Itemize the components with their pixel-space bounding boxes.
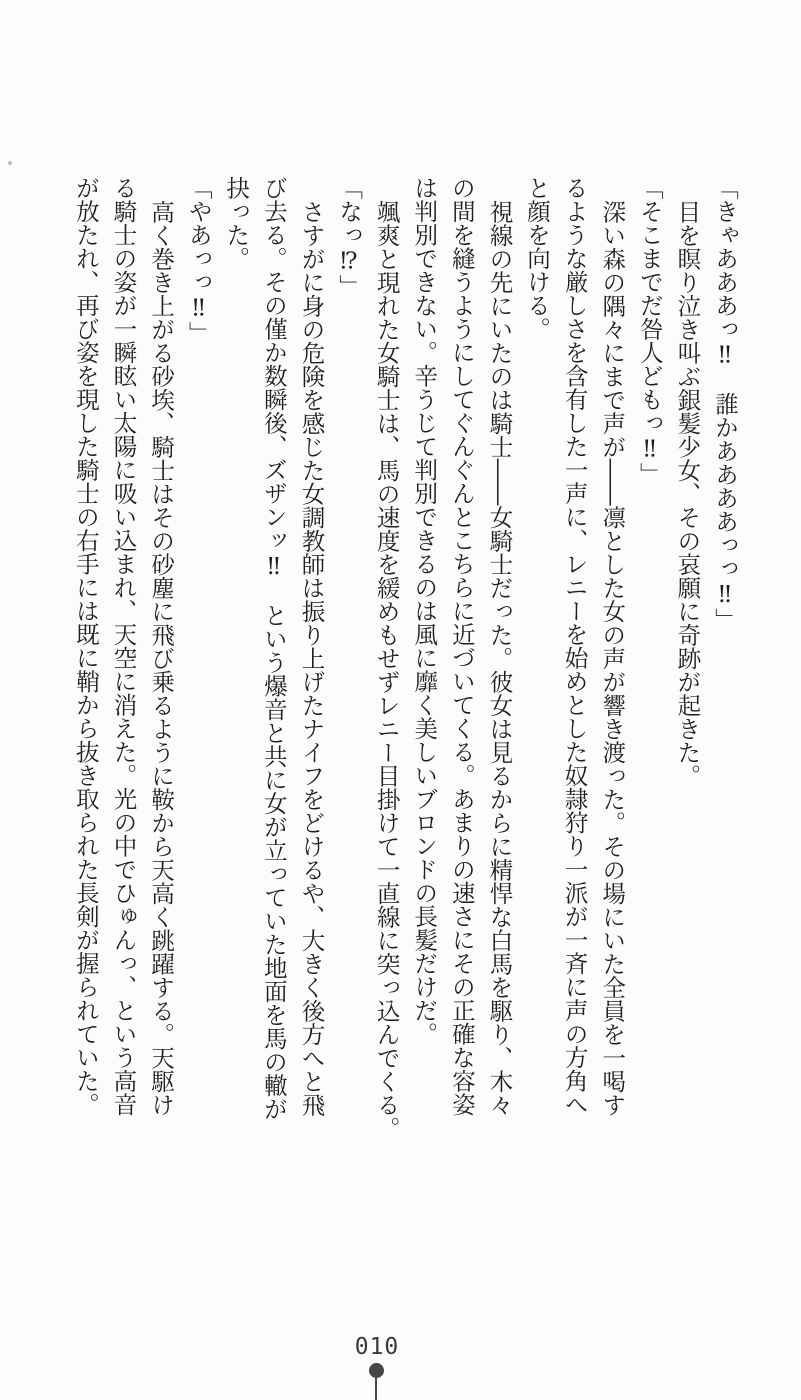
text-column: 目を瞑り泣き叫ぶ銀髪少女、その哀願に奇跡が起きた。 xyxy=(673,199,702,787)
paragraph-narrative xyxy=(367,176,405,1140)
text-column: と顔を向ける。 xyxy=(523,176,552,341)
text-column: さすがに身の危険を感じた女調教師は振り上げたナイフをどけるや、大きく後方へと飛 xyxy=(297,199,326,1116)
paragraph-narrative xyxy=(66,176,179,1117)
paragraph-narrative xyxy=(517,176,630,1117)
text-column: 「やあっっ‼」 xyxy=(184,176,213,345)
text-column: の間を縫うようにしてぐんぐんとこちらに近づいてくる。あまりの速さにその正確な容姿 xyxy=(447,176,476,1116)
text-column: 深い森の隅々にまで声が――凛とした女の声が響き渡った。その場にいた全員を一喝す xyxy=(598,199,627,1116)
page-number: 010 xyxy=(354,1334,400,1360)
text-column: 颯爽と現れた女騎士は、馬の速度を緩めもせずレニー目掛けて一直線に突っ込んでくる。 xyxy=(372,199,401,1140)
text-column: る騎士の姿が一瞬眩い太陽に吸い込まれ、天空に消えた。光の中でひゅんっ、という高音 xyxy=(109,176,138,1116)
text-column: 「きゃあああっ‼ 誰かああああっっ‼」 xyxy=(711,176,739,632)
paragraph-dialogue xyxy=(705,176,743,1117)
text-column: び去る。その僅か数瞬後、ズザンッ‼ という爆音と共に女が立っていた地面を馬の轍が xyxy=(259,176,288,1121)
body-text xyxy=(65,176,743,1140)
text-column: は判別できない。辛うじて判別できるのは風に靡く美しいブロンドの長髪だけだ。 xyxy=(410,176,439,1046)
text-column: 抉った。 xyxy=(222,176,251,270)
text-column: 「なっ⁉」 xyxy=(335,176,364,298)
paragraph-dialogue xyxy=(179,176,217,1117)
paragraph-dialogue xyxy=(630,176,668,1117)
text-column: るような厳しさを含有した一声に、レニーを始めとした奴隷狩り一派が一斉に声の方角へ xyxy=(560,176,589,1116)
binding-mark-line xyxy=(375,1376,377,1400)
paragraph-narrative xyxy=(405,176,518,1117)
text-column: 「そこまでだ咎人どもっ‼」 xyxy=(635,176,664,486)
scan-speck xyxy=(8,161,12,165)
paragraph-dialogue xyxy=(329,176,367,1117)
text-column: 高く巻き上がる砂埃、騎士はその砂塵に飛び乗るように鞍から天高く跳躍する。天駆け xyxy=(147,199,176,1116)
text-column: 視線の先にいたのは騎士――女騎士だった。彼女は見るからに精悍な白馬を駆り、木々 xyxy=(485,199,514,1116)
paragraph-narrative xyxy=(668,176,706,1117)
paragraph-narrative xyxy=(217,176,330,1121)
text-column: が放たれ、再び姿を現した騎士の右手には既に鞘から抜き取られた長剣が握られていた。 xyxy=(71,176,100,1116)
